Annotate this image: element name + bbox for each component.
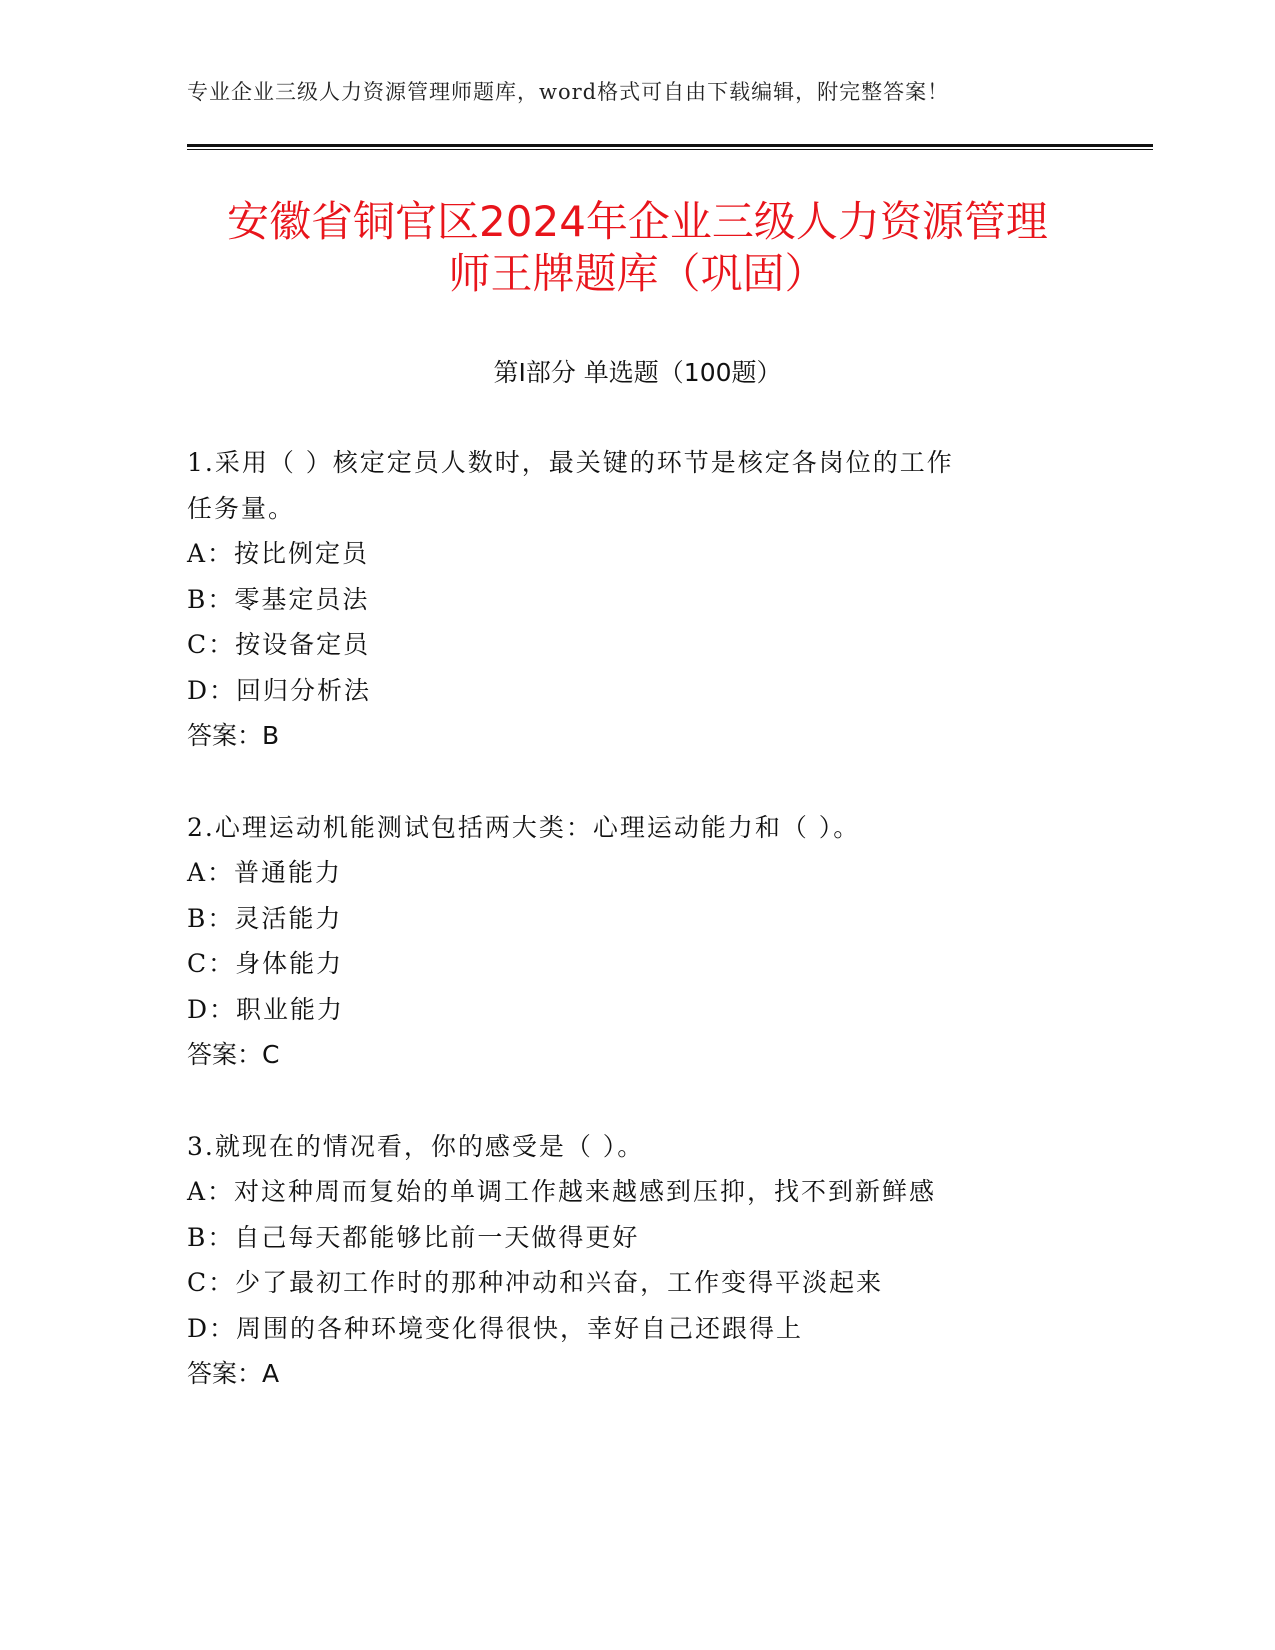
question-stem-continued: 任务量。 xyxy=(187,493,296,523)
answer-line: 答案：B xyxy=(187,721,280,750)
option-a: A：对这种周而复始的单调工作越来越感到压抑，找不到新鲜感 xyxy=(187,1177,937,1206)
option-a: A：按比例定员 xyxy=(187,539,370,568)
question-list xyxy=(187,440,1087,1443)
option-c: C：按设备定员 xyxy=(187,630,371,659)
question-stem: 3.就现在的情况看，你的感受是（ ）。 xyxy=(187,1131,645,1161)
option-b: B：自己每天都能够比前一天做得更好 xyxy=(187,1222,640,1252)
question-stem: 1.采用（ ）核定定员人数时，最关键的环节是核定各岗位的工作 xyxy=(187,448,954,477)
document-title-line-2: 师王牌题库（巩固） xyxy=(448,249,827,298)
option-b: B：灵活能力 xyxy=(187,903,343,933)
option-a: A：普通能力 xyxy=(187,858,343,887)
question-2 xyxy=(187,805,1087,1078)
section-title: 第Ⅰ部分 单选题（100题） xyxy=(493,358,782,387)
document-title xyxy=(150,196,1125,300)
option-c: C：身体能力 xyxy=(187,949,344,978)
answer-line: 答案：C xyxy=(187,1040,280,1069)
question-1 xyxy=(187,440,1087,759)
question-stem: 2.心理运动机能测试包括两大类：心理运动能力和（ ）。 xyxy=(187,812,861,842)
header-divider xyxy=(187,144,1153,150)
answer-line: 答案：A xyxy=(187,1359,280,1388)
option-d: D：周围的各种环境变化得很快，幸好自己还跟得上 xyxy=(187,1313,804,1343)
question-3 xyxy=(187,1124,1087,1397)
page-header-text: 专业企业三级人力资源管理师题库，word格式可自由下载编辑，附完整答案！ xyxy=(187,80,950,104)
option-d: D：职业能力 xyxy=(187,994,345,1024)
option-d: D：回归分析法 xyxy=(187,675,372,705)
option-c: C：少了最初工作时的那种冲动和兴奋，工作变得平淡起来 xyxy=(187,1268,884,1297)
document-title-line-1: 安徽省铜官区2024年企业三级人力资源管理 xyxy=(227,197,1048,246)
option-b: B：零基定员法 xyxy=(187,584,370,614)
